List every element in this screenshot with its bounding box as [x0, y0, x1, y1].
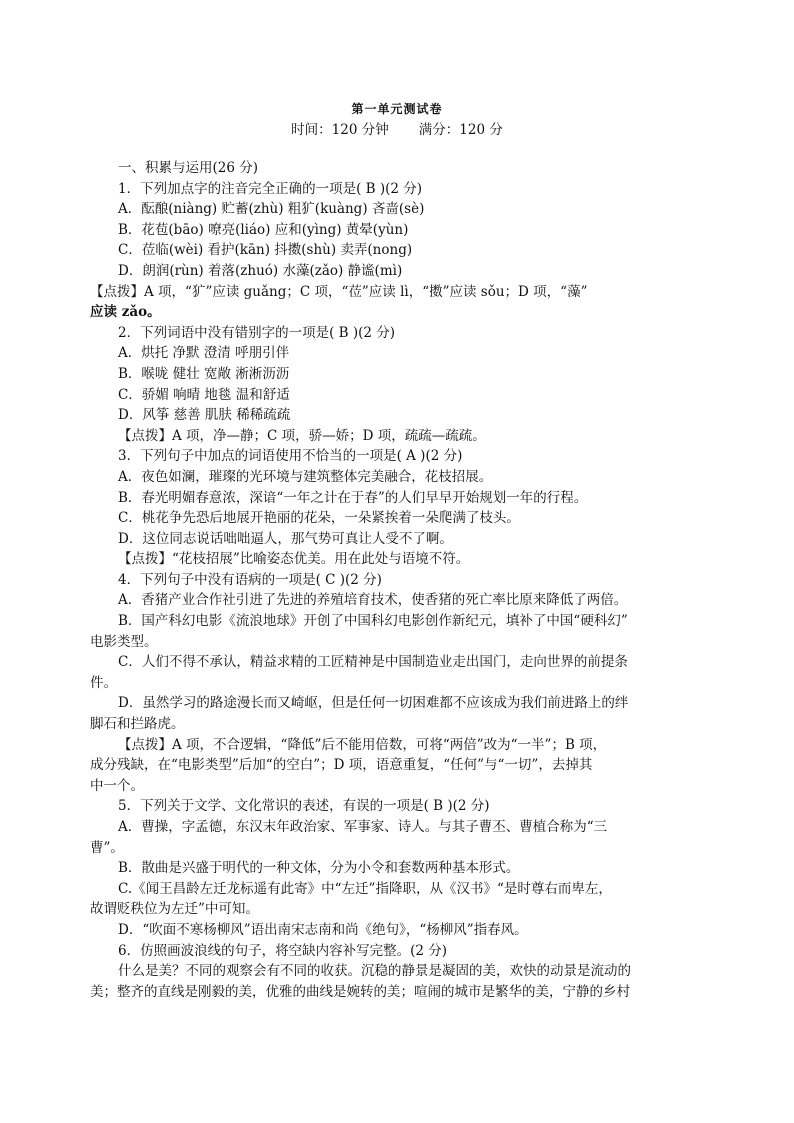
option-line-continued: 故谓贬秩位为左迁”中可知。	[90, 901, 259, 918]
option-line-continued: 脚石和拦路虎。	[90, 716, 185, 733]
option-line: A．夜色如澜，璀璨的光环境与建筑整体完美融合，花枝招展。	[118, 468, 493, 485]
option-line: D．“吹面不寒杨柳风”语出南宋志南和尚《绝句》，“杨柳风”指春风。	[118, 921, 528, 938]
question-stem: 4．下列句子中没有语病的一项是( C )(2 分)	[118, 571, 382, 588]
option-line: C．人们不得不承认，精益求精的工匠精神是中国制造业走出国门，走向世界的前提条	[118, 654, 628, 671]
option-line: B．喉咙 健壮 宽敞 淅淅沥沥	[118, 365, 290, 382]
option-line: C．莅临(wèi) 看护(kān) 抖擞(shù) 卖弄(nong)	[118, 242, 413, 259]
option-line: C．桃花争先恐后地展开艳丽的花朵，一朵紧挨着一朵爬满了枝头。	[118, 510, 520, 527]
section-heading: 一、积累与运用(26 分)	[118, 160, 259, 176]
option-line: D．这位同志说话咄咄逼人，那气势可真让人受不了啊。	[118, 530, 453, 547]
option-line: B．花苞(bāo) 嘹亮(liáo) 应和(yìng) 黄晕(yùn)	[118, 221, 409, 238]
question-stem: 2．下列词语中没有错别字的一项是( B )(2 分)	[118, 324, 396, 341]
question-stem: 1．下列加点字的注音完全正确的一项是( B )(2 分)	[118, 180, 423, 197]
hint-line-continued: 中一个。	[90, 777, 144, 794]
question-stem: 6．仿照画波浪线的句子，将空缺内容补写完整。(2 分)	[118, 942, 448, 959]
option-line: D．朗润(rùn) 着落(zhuó) 水藻(zǎo) 静谧(mì)	[118, 262, 403, 279]
passage-line-continued: 美；整齐的直线是刚毅的美，优雅的曲线是婉转的美；喧闹的城市是繁华的美，宁静的乡村	[90, 983, 630, 1000]
hint-line: 【点拨】A 项，不合逻辑，“降低”后不能用倍数，可将“两倍”改为“一半”；B 项，	[118, 736, 607, 753]
option-line: D．风筝 慈善 肌肤 稀稀疏疏	[118, 407, 291, 424]
option-line: A．曹操，字孟德，东汉末年政治家、军事家、诗人。与其子曹丕、曹植合称为“三	[118, 819, 608, 835]
option-line: B．春光明媚春意浓，深谙“一年之计在于春”的人们早早开始规划一年的行程。	[118, 489, 588, 506]
hint-line: 【点拨】“花枝招展”比喻姿态优美。用在此处与语境不符。	[118, 551, 470, 568]
hint-line: 【点拨】A 项，净—静；C 项，骄—娇；D 项，疏疏—疏疏。	[118, 427, 486, 444]
option-line: B．散曲是兴盛于明代的一种文体，分为小令和套数两种基本形式。	[118, 860, 520, 877]
option-line: C．骄媚 响晴 地毯 温和舒适	[118, 386, 290, 403]
exam-content	[90, 158, 678, 1002]
option-line: A．酝酿(niàng) 贮蓄(zhù) 粗犷(kuàng) 吝啬(sè)	[118, 201, 425, 218]
option-line: A．烘托 净默 澄清 呼朋引伴	[118, 345, 290, 362]
option-line-continued: 电影类型。	[90, 633, 158, 650]
hint-line: 【点拨】A 项，“犷”应读 guǎng；C 项，“莅”应读 lì，“擞”应读 sǒu；D 项，“藻”	[90, 283, 588, 300]
option-line: C.《闻王昌龄左迁龙标遥有此寄》中“左迁”指降职，从《汉书》“是时尊右而卑左，	[118, 880, 612, 897]
option-line: D．虽然学习的路途漫长而又崎岖，但是任何一切困难都不应该成为我们前进路上的绊	[118, 695, 629, 712]
hint-line: 应读 zǎo。	[90, 304, 161, 321]
question-stem: 3．下列句子中加点的词语使用不恰当的一项是( A )(2 分)	[118, 448, 463, 465]
page-title: 第一单元测试卷	[351, 102, 443, 116]
option-line: B．国产科幻电影《流浪地球》开创了中国科幻电影创作新纪元，填补了中国“硬科幻”	[118, 613, 628, 630]
question-stem: 5．下列关于文学、文化常识的表述，有误的一项是( B )(2 分)	[118, 798, 490, 815]
option-line-continued: 件。	[90, 674, 117, 691]
option-line-continued: 曹”。	[90, 839, 124, 856]
exam-time-and-score: 时间：120 分钟 满分：120 分	[291, 122, 503, 138]
hint-line-continued: 成分残缺，在“电影类型”后加“的空白”；D 项，语意重复，“任何”与“一切”，去掉其	[90, 757, 593, 774]
passage-line: 什么是美？不同的观察会有不同的收获。沉稳的静景是凝固的美，欢快的动景是流动的	[118, 963, 631, 980]
option-line: A．香猪产业合作社引进了先进的养殖培育技术，使香猪的死亡率比原来降低了两倍。	[118, 592, 628, 609]
